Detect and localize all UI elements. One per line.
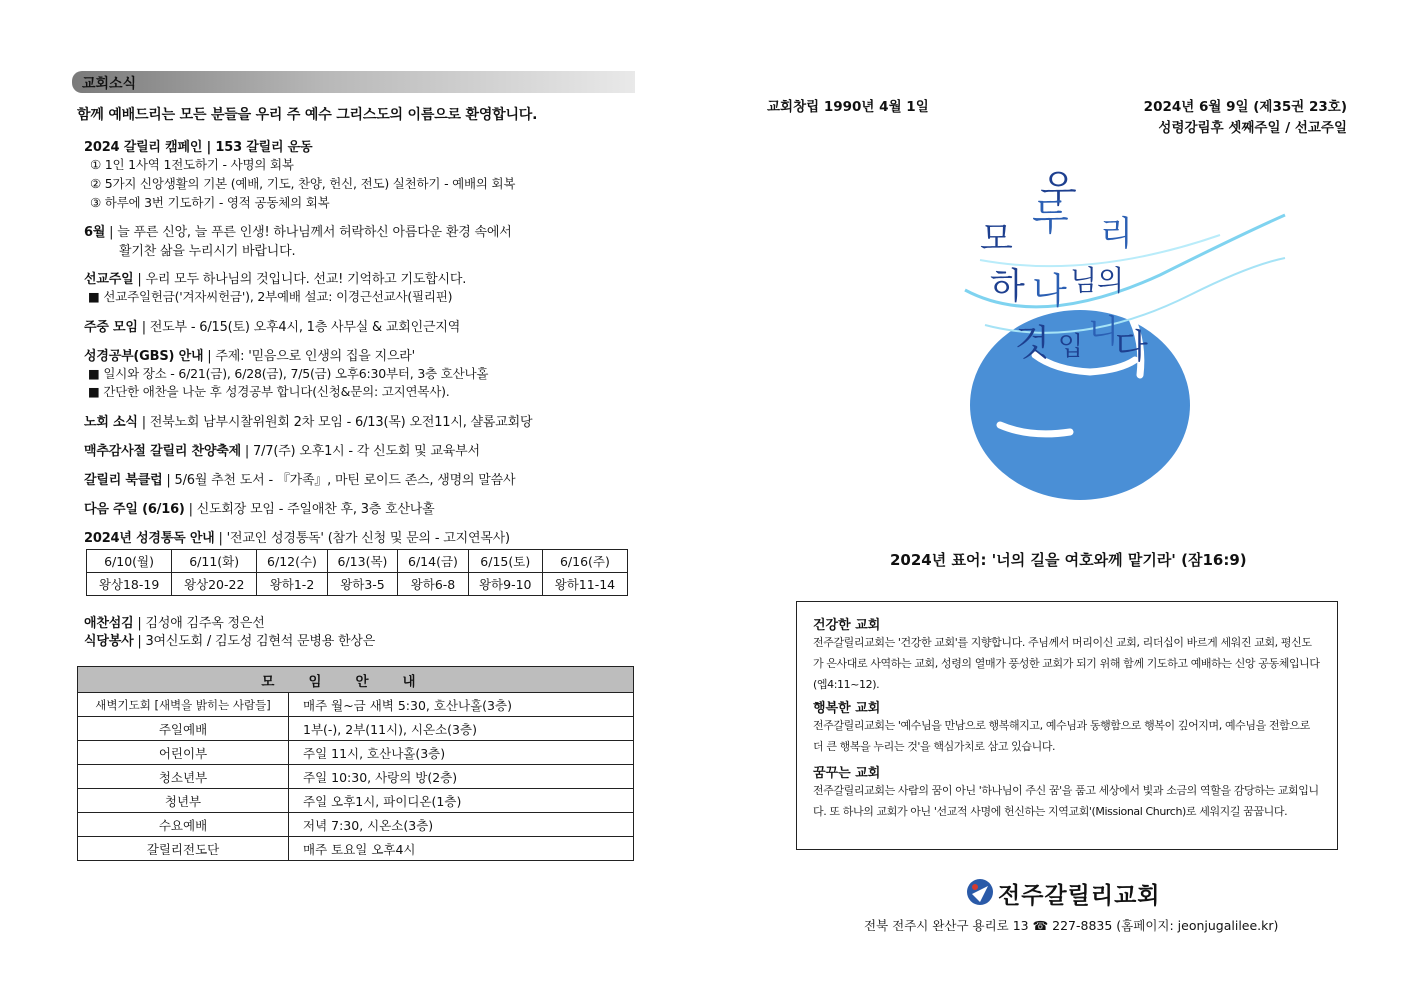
value-title: 꿈꾸는 교회 [813, 766, 881, 781]
yearly-motto: 2024년 표어: '너의 길을 여호와께 맡기라' (잠16:9) [890, 551, 1247, 569]
meeting-row [78, 741, 634, 765]
poster-word: 하 [990, 266, 1025, 307]
reading-passage: 왕하6-8 [398, 573, 468, 596]
meeting-name: 갈릴리전도단 [78, 837, 289, 861]
mission-title: 선교주일 [84, 272, 134, 287]
mission-text: | 우리 모두 하나님의 것입니다. 선교! 기억하고 기도합시다. [137, 272, 467, 287]
church-name: 전주갈릴리교회 [998, 883, 1161, 909]
poster-word: 입 [1058, 332, 1084, 362]
church-logo-icon [966, 878, 994, 906]
bookclub-text: | 5/6월 추천 도서 - 『가족』, 마틴 로이드 존스, 생명의 말씀사 [166, 473, 516, 488]
church-values-box [796, 601, 1338, 850]
next-week-text: | 신도회장 모임 - 주일애찬 후, 3층 호산나홀 [188, 502, 435, 517]
reading-date: 6/14(금) [398, 550, 468, 573]
poster-word: 리 [1100, 214, 1133, 254]
kitchen-text: | 3여신도회 / 김도성 김현석 문병용 한상은 [137, 634, 376, 649]
flowers-text: | 김성애 김주옥 정은선 [137, 616, 265, 631]
gbs-item [84, 345, 415, 364]
reading-date: 6/15(토) [468, 550, 542, 573]
reading-passage: 왕하3-5 [327, 573, 397, 596]
reading-date: 6/16(주) [542, 550, 627, 573]
meeting-row [78, 765, 634, 789]
gbs-text: | 주제: '믿음으로 인생의 집을 지으라' [207, 349, 416, 364]
harvest-title: 맥추감사절 갈릴리 찬양축제 [84, 444, 241, 459]
meeting-time: 저녁 7:30, 시온소(3층) [289, 813, 634, 837]
reading-date: 6/13(목) [327, 550, 397, 573]
flowers-title: 애찬섬김 [84, 616, 134, 631]
kitchen-item [84, 630, 375, 649]
reading-passage: 왕하11-14 [542, 573, 627, 596]
meeting-row [78, 813, 634, 837]
next-week-item [84, 498, 435, 517]
gbs-sub-1: ■ 일시와 장소 - 6/21(금), 6/28(금), 7/5(금) 오후6:30부터, 3층 호산나홀 [88, 366, 489, 381]
poster-word: 다 [1115, 327, 1148, 367]
reading-date: 6/12(수) [257, 550, 327, 573]
next-week-title: 다음 주일 (6/16) [84, 502, 185, 517]
meeting-row [78, 837, 634, 861]
mission-sub: ■ 선교주일헌금('겨자씨헌금'), 2부예배 설교: 이경근선교사(필리핀) [88, 289, 453, 304]
june-title: 6월 [84, 225, 106, 240]
campaign-line: ③ 하루에 3번 기도하기 - 영적 공동체의 회복 [90, 195, 330, 210]
poster-word: 니 [1088, 312, 1119, 350]
harvest-text: | 7/7(주) 오후1시 - 각 신도회 및 교육부서 [244, 444, 480, 459]
poster-word: 님의 [1070, 264, 1125, 297]
meeting-time: 주일 오후1시, 파이디온(1층) [289, 789, 634, 813]
poster-word: 나 [1032, 271, 1067, 312]
poster-word: 것 [1015, 323, 1050, 364]
poster-word: 우 [1040, 167, 1077, 211]
bookclub-item [84, 469, 515, 488]
meeting-time: 매주 월~금 새벽 5:30, 호산나홀(3층) [289, 693, 634, 717]
reading-passages-row [87, 573, 628, 596]
district-text: | 전도부 - 6/15(토) 오후4시, 1층 사무실 & 교회인근지역 [141, 320, 461, 335]
reading-date: 6/11(화) [172, 550, 257, 573]
value-text: 전주갈릴리교회는 '예수님을 만남으로 행복해지고, 예수님과 동행함으로 행복이 깊어지며, 예수님을 전함으로 더 큰 행복을 누리는 것'을 핵심가치로 삼고 있습니다. [813, 719, 1310, 753]
church-address: 전북 전주시 완산구 용리로 13 ☎ 227-8835 (홈페이지: jeonjugalilee.kr) [864, 918, 1279, 933]
reading-text: | '전교인 성경통독' (참가 신청 및 문의 - 고지연목사) [218, 531, 510, 546]
poster-word: 두 [1032, 195, 1069, 239]
meeting-name: 주일예배 [78, 717, 289, 741]
meeting-row [78, 789, 634, 813]
gbs-title: 성경공부(GBS) 안내 [84, 349, 204, 364]
sunday-name: 성령강림후 셋째주일 / 선교주일 [1158, 120, 1347, 136]
welcome-text: 함께 예배드리는 모든 분들을 우리 주 예수 그리스도의 이름으로 환영합니다. [77, 107, 538, 123]
flowers-item [84, 612, 265, 631]
reading-passage: 왕상18-19 [87, 573, 172, 596]
meeting-name: 청년부 [78, 789, 289, 813]
june-text: | 늘 푸른 신앙, 늘 푸른 인생! 하나님께서 허락하신 아름다운 환경 속에서 [109, 225, 512, 240]
value-text: 전주갈릴리교회는 사람의 꿈이 아닌 '하나님이 주신 꿈'을 품고 세상에서 빛과 소금의 역할을 감당하는 교회입니다. 또 하나의 교회가 아닌 '선교적 사명에 헌신하는 지역교회'(Missional Church)로 세워지길 꿈꿉니다. [813, 784, 1319, 818]
meeting-time: 1부(-), 2부(11시), 시온소(3층) [289, 717, 634, 741]
reading-passage: 왕하9-10 [468, 573, 542, 596]
meeting-time: 주일 10:30, 사랑의 방(2층) [289, 765, 634, 789]
reading-passage: 왕하1-2 [257, 573, 327, 596]
bulletin-date: 2024년 6월 9일 (제35권 23호) [1143, 99, 1347, 115]
meeting-row [78, 693, 634, 717]
june-item [84, 221, 512, 240]
campaign-line: ① 1인 1사역 1전도하기 - 사명의 회복 [90, 157, 294, 172]
district-item [84, 316, 460, 335]
founded-date: 교회창립 1990년 4월 1일 [767, 99, 929, 115]
section-title: 교회소식 [82, 76, 137, 92]
reading-item [84, 527, 510, 546]
reading-dates-row [87, 550, 628, 573]
presbytery-item [84, 411, 532, 430]
district-title: 주중 모임 [84, 320, 138, 335]
presbytery-title: 노회 소식 [84, 415, 138, 430]
value-title: 건강한 교회 [813, 618, 881, 633]
reading-passage: 왕상20-22 [172, 573, 257, 596]
section-header [72, 71, 635, 93]
meeting-name: 수요예배 [78, 813, 289, 837]
poster-illustration [960, 160, 1300, 510]
harvest-item [84, 440, 480, 459]
reading-date: 6/10(월) [87, 550, 172, 573]
value-title: 행복한 교회 [813, 701, 881, 716]
campaign-line: ② 5가지 신앙생활의 기본 (예배, 기도, 찬양, 헌신, 전도) 실천하기 - 예배의 회복 [90, 176, 516, 191]
gbs-sub-2: ■ 간단한 애찬을 나눈 후 성경공부 합니다(신청&문의: 고지연목사). [88, 384, 450, 399]
poster-word: 모 [980, 219, 1013, 259]
mission-item [84, 268, 466, 287]
meeting-time: 매주 토요일 오후4시 [289, 837, 634, 861]
reading-table [86, 549, 628, 596]
meeting-row [78, 717, 634, 741]
june-text-2: 활기찬 삶을 누리시기 바랍니다. [119, 244, 296, 259]
meeting-name: 청소년부 [78, 765, 289, 789]
meeting-name: 어린이부 [78, 741, 289, 765]
meetings-table [77, 666, 634, 861]
value-text: 전주갈릴리교회는 '건강한 교회'를 지향합니다. 주님께서 머리이신 교회, 리더십이 바르게 세워진 교회, 평신도가 은사대로 사역하는 교회, 성령의 열매가 풍성한 교회가 되기 위해 함께 기도하고 예배하는 신앙 공동체입니다(엡4:11~12). [813, 636, 1320, 691]
meetings-header: 모임안내 [78, 667, 634, 693]
bookclub-title: 갈릴리 북클럽 [84, 473, 163, 488]
kitchen-title: 식당봉사 [84, 634, 134, 649]
meeting-name: 새벽기도회 [새벽을 밝히는 사람들] [78, 693, 289, 717]
campaign-title: 2024 갈릴리 캠페인 | 153 갈릴리 운동 [84, 140, 313, 155]
presbytery-text: | 전북노회 남부시찰위원회 2차 모임 - 6/13(목) 오전11시, 샬롬교회당 [141, 415, 533, 430]
reading-title: 2024년 성경통독 안내 [84, 531, 215, 546]
meeting-time: 주일 11시, 호산나홀(3층) [289, 741, 634, 765]
